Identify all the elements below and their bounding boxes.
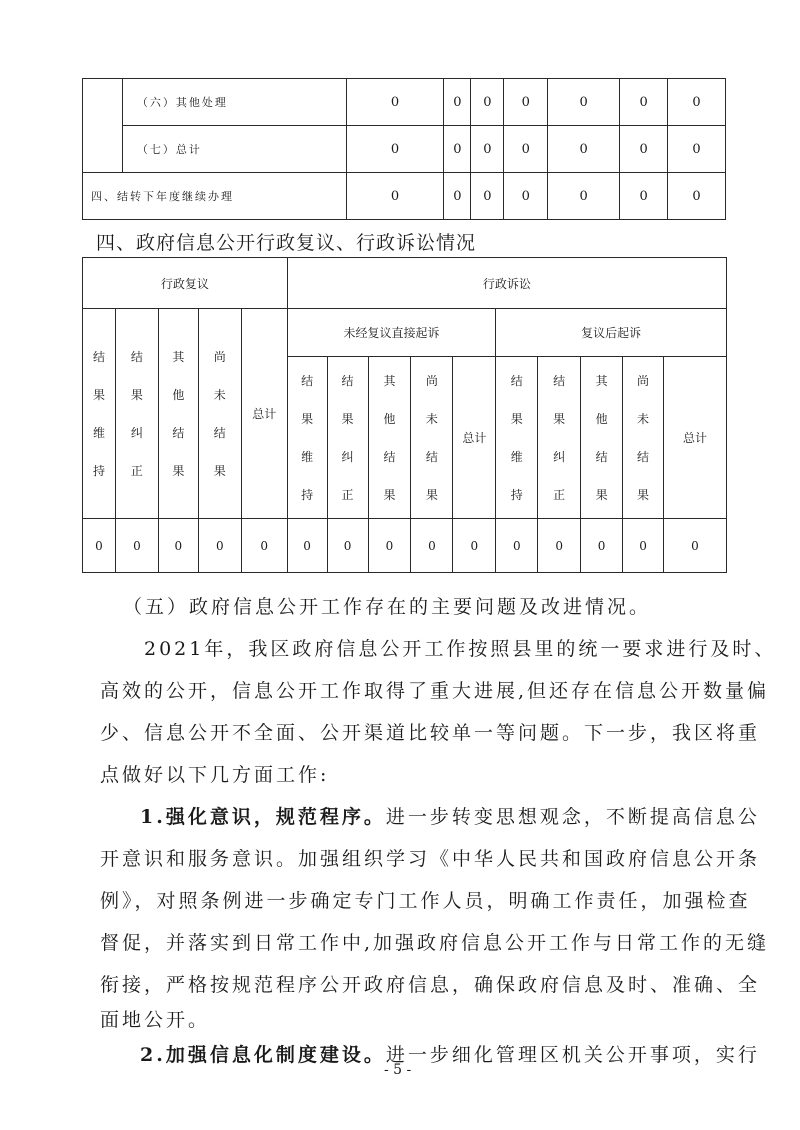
cell: 0 xyxy=(504,173,548,220)
cell: 0 xyxy=(241,519,287,573)
paragraph-line: 例》，对照条例进一步确定专门工作人员，明确工作责任，加强检查 xyxy=(100,890,751,912)
cell: 0 xyxy=(664,519,727,573)
cell: 0 xyxy=(327,519,368,573)
col-header: 其 他 结 果 xyxy=(368,357,411,519)
paragraph-line: 点做好以下几方面工作: xyxy=(100,764,330,786)
paragraph-text: 进一步转变思想观念，不断提高信息公 xyxy=(385,806,760,828)
admin-review-header: 行政复议 xyxy=(83,258,288,309)
cell: 0 xyxy=(538,519,581,573)
cell: 0 xyxy=(620,126,668,173)
col-header: 尚 未 结 果 xyxy=(623,357,664,519)
table-row xyxy=(83,79,726,126)
table-row xyxy=(83,126,726,173)
col-header: 尚 未 结 果 xyxy=(411,357,453,519)
cell: 0 xyxy=(668,173,726,220)
row-label: 四、结转下年度继续办理 xyxy=(83,173,347,220)
section-heading: 四、政府信息公开行政复议、行政诉讼情况 xyxy=(96,232,477,254)
cell: 0 xyxy=(287,519,327,573)
cell: 0 xyxy=(444,126,471,173)
paragraph-line xyxy=(140,802,760,829)
cell: 0 xyxy=(548,126,620,173)
merged-cell xyxy=(83,79,123,173)
cell: 0 xyxy=(83,519,116,573)
table-row xyxy=(83,258,727,309)
cell: 0 xyxy=(548,79,620,126)
cell: 0 xyxy=(115,519,158,573)
cell: 0 xyxy=(668,126,726,173)
item-2-heading: 2.加强信息化制度建设。 xyxy=(140,1044,386,1066)
row-label: （六）其他处理 xyxy=(122,79,346,126)
col-header: 其 他 结 果 xyxy=(158,309,198,519)
cell: 0 xyxy=(623,519,664,573)
review-litigation-table xyxy=(82,257,727,573)
col-header: 结 果 纠 正 xyxy=(327,357,368,519)
cell: 0 xyxy=(444,173,471,220)
cell: 0 xyxy=(444,79,471,126)
cell: 0 xyxy=(346,79,444,126)
col-header: 总计 xyxy=(664,357,727,519)
table-row xyxy=(83,519,727,573)
paragraph-line: 面地公开。 xyxy=(100,1009,211,1031)
table-row xyxy=(83,309,727,357)
col-header: 其 他 结 果 xyxy=(581,357,623,519)
cell: 0 xyxy=(158,519,198,573)
paragraph-line: 开意识和服务意识。加强组织学习《中华人民共和国政府信息公开条 xyxy=(100,848,761,870)
admin-litigation-header: 行政诉讼 xyxy=(287,258,726,309)
cell: 0 xyxy=(471,173,504,220)
cell: 0 xyxy=(346,173,444,220)
paragraph-line: 高效的公开，信息公开工作取得了重大进展,但还存在信息公开数量偏 xyxy=(100,680,770,702)
col-header: 结 果 维 持 xyxy=(83,309,116,519)
after-review-litigation-header: 复议后起诉 xyxy=(496,309,727,357)
item-1-heading: 1.强化意识，规范程序。 xyxy=(140,806,386,828)
cell: 0 xyxy=(668,79,726,126)
cell: 0 xyxy=(548,173,620,220)
cell: 0 xyxy=(368,519,411,573)
col-header: 结 果 维 持 xyxy=(287,357,327,519)
cell: 0 xyxy=(471,126,504,173)
col-header: 总计 xyxy=(453,357,496,519)
cell: 0 xyxy=(411,519,453,573)
col-header: 结 果 纠 正 xyxy=(115,309,158,519)
col-header: 结 果 维 持 xyxy=(496,357,538,519)
col-header: 总计 xyxy=(241,309,287,519)
paragraph-line: 督促，并落实到日常工作中,加强政府信息公开工作与日常工作的无缝 xyxy=(100,932,770,954)
section-5-heading: （五）政府信息公开工作存在的主要问题及改进情况。 xyxy=(123,596,652,618)
cell: 0 xyxy=(620,173,668,220)
cell: 0 xyxy=(581,519,623,573)
table-row xyxy=(83,173,726,220)
cell: 0 xyxy=(504,79,548,126)
cell: 0 xyxy=(620,79,668,126)
cell: 0 xyxy=(496,519,538,573)
cell: 0 xyxy=(471,79,504,126)
paragraph-line: 少、信息公开不全面、公开渠道比较单一等问题。下一步，我区将重 xyxy=(100,722,761,744)
paragraph-line: 2021年，我区政府信息公开工作按照县里的统一要求进行及时、 xyxy=(144,638,777,660)
page-number: - 5 - xyxy=(384,1062,412,1078)
cell: 0 xyxy=(453,519,496,573)
paragraph-line: 衔接，严格按规范程序公开政府信息，确保政府信息及时、准确、全 xyxy=(100,974,761,996)
paragraph-line-2 xyxy=(140,1040,760,1067)
cell: 0 xyxy=(198,519,241,573)
row-label: （七）总计 xyxy=(122,126,346,173)
disposal-table xyxy=(82,78,726,220)
col-header: 尚 未 结 果 xyxy=(198,309,241,519)
direct-litigation-header: 未经复议直接起诉 xyxy=(287,309,496,357)
cell: 0 xyxy=(504,126,548,173)
cell: 0 xyxy=(346,126,444,173)
paragraph-text: 进一步细化管理区机关公开事项，实行 xyxy=(385,1044,760,1066)
col-header: 结 果 纠 正 xyxy=(538,357,581,519)
